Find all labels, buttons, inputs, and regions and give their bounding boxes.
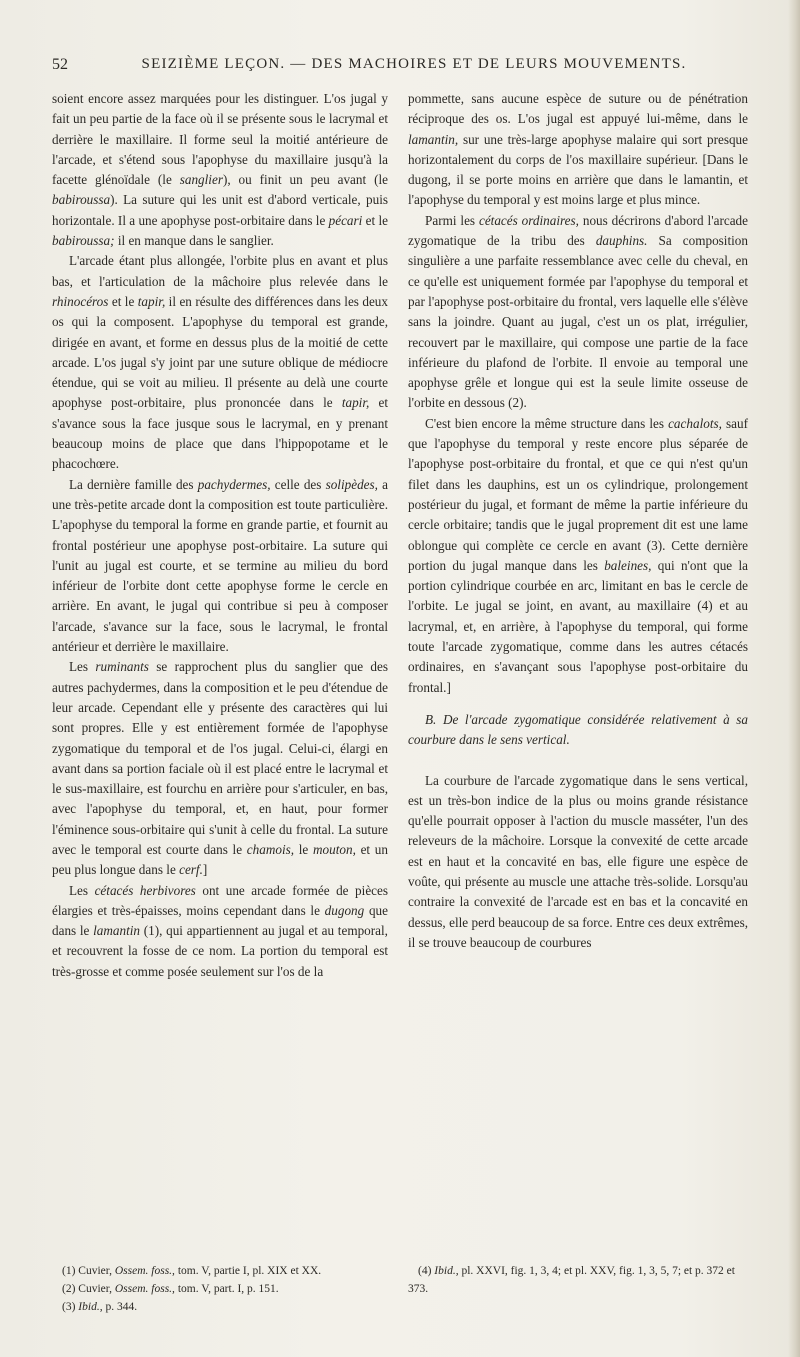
paragraph: L'arcade étant plus allongée, l'orbite plus en avant et plus bas, et l'articulation de la mâchoire plus relevée dans le rhinocéros et le tapir, il en résulte des différences dans les deux os qui la composent. L'apophyse du temporal est grande, dirigée en avant, et forme en dessus plus de la moitié de cette arcade. L'os jugal s'y joint par une suture oblique de médiocre étendue, qui se voit au milieu. Il présente au delà une courte apophyse post-orbitaire, plus prononcée dans le tapir, et s'avance sous la face jusque sous le lacrymal, en y prenant beaucoup moins de place que dans l'hippopotame et le phacochœre. xyxy=(52,253,388,472)
page-number: 52 xyxy=(52,56,68,73)
footnote: (3) Ibid., p. 344. xyxy=(62,1301,138,1313)
paragraph: La dernière famille des pachydermes, celle des solipèdes, a une très-petite arcade dont la composition est toute particulière. L'apophyse du temporal la forme en grande partie, et fournit au frontal postérieur une apophyse post-orbitaire. La suture qui l'unit au jugal est courte, et se termine au milieu du bord inférieur de l'orbite dont cette apophyse forme le cercle en arrière. En avant, le jugal qui contribue si peu à composer l'arcade, s'avance sur la face, sous le lacrymal, le frontal antérieur et derrière le maxillaire. xyxy=(52,476,388,655)
page-edge-shadow xyxy=(788,0,800,1357)
paragraph: Parmi les cétacés ordinaires, nous décrirons d'abord l'arcade zygomatique de la tribu des dauphins. Sa composition singulière a une parfaite ressemblance avec celle du cheval, en ce qu'elle est uniquement formée par l'apophyse du temporal et par l'apophyse post-orbitaire du frontal, vers laquelle elle s'élève sans la joindre. Quant au jugal, c'est un os plat, irrégulier, recouvert par le maxillaire, qui compose une partie de la face inférieure du plafond de l'orbite. Il envoie au temporal une apophyse grêle et longue qui est la seule limite osseuse de l'orbite en dessous (2). xyxy=(408,212,748,411)
footnotes-left xyxy=(52,1262,388,1316)
page-header xyxy=(52,56,736,80)
left-column xyxy=(52,89,388,982)
paragraph: pommette, sans aucune espèce de suture ou de pénétration réciproque des os. L'os jugal est appuyé lui-même, dans le lamantin, sur une très-large apophyse malaire qui sort presque horizontalement du corps de l'os maxillaire supérieur. [Dans le dugong, il se porte moins en arrière que dans le lamantin, et l'apophyse du temporal y est moins large et plus mince. xyxy=(408,91,748,208)
footnote: (4) Ibid., pl. XXVI, fig. 1, 3, 4; et pl. XXV, fig. 1, 3, 5, 7; et p. 372 et 373. xyxy=(408,1265,735,1295)
section-subheading: B. De l'arcade zygomatique considérée relativement à sa courbure dans le sens vertical. xyxy=(408,711,749,748)
paragraph: C'est bien encore la même structure dans les cachalots, sauf que l'apophyse du temporal y reste encore plus séparée de l'apophyse post-orbitaire du frontal, et que ce qui n'est qu'un filet dans les dauphins, est un os cylindrique, prolongement postérieur du jugal, et formant de même la partie inférieure du cercle orbitaire; tandis que le jugal proprement dit est une lame oblongue qui complète ce cercle en avant (3). Cette dernière portion du jugal manque dans les baleines, qui n'ont que la portion cylindrique courbée en arc, limitant en bas le cercle de l'orbite. Le jugal se joint, en avant, au maxillaire (4) et au lacrymal, et, en arrière, à l'apophyse du temporal, qui forme toute l'arcade zygomatique, comme dans les autres cétacés ordinaires, en s'avançant sous l'apophyse post-orbitaire du frontal.] xyxy=(408,415,749,695)
paragraph: Les ruminants se rapprochent plus du sanglier que des autres pachydermes, dans la composition et le peu d'étendue de leur arcade. Cependant elle y présente des caractères qui lui sont propres. Elle y est entièrement formée de l'apophyse zygomatique du temporal et de l'os jugal. Celui-ci, élargi en avant dans sa portion faciale où il est placé entre le lacrymal et le sus-maxillaire, est fourchu en arrière pour s'articuler, en bas, avec l'apophyse du temporal, et, en haut, pour former l'éminence sous-orbitaire qui s'unit à celle du frontal. La suture avec le temporal est courte dans le chamois, le mouton, et un peu plus longue dans le cerf.] xyxy=(52,659,389,878)
paragraph: La courbure de l'arcade zygomatique dans le sens vertical, est un très-bon indice de la plus ou moins grande résistance qu'elle pourrait opposer à l'action du muscle masséter, l'un des releveurs de la mâchoire. Lorsque la convexité de cette arcade est en haut et la concavité en bas, elle figure une espèce de voûte, qui présente au muscle une attache très-solide. Lorsqu'au contraire la convexité de l'arcade est en bas et la concavité en dessus, elle perd beaucoup de sa force. Entre ces deux extrêmes, il se trouve beaucoup de courbures xyxy=(408,772,748,950)
paragraph: soient encore assez marquées pour les distinguer. L'os jugal y fait un peu partie de la face où il se présente sous le lacrymal et derrière le maxillaire. Il forme seul la moitié antérieure de l'arcade, et s'étend sous l'apophyse du maxillaire jusqu'à la facette glénoïdale (le sanglier), ou finit un peu avant (le babiroussa). La suture qui les unit est d'abord verticale, puis horizontale. Il a une apophyse post-orbitaire dans le pécari et le babiroussa; il en manque dans le sanglier. xyxy=(52,91,388,249)
paragraph: Les cétacés herbivores ont une arcade formée de pièces élargies et très-épaisses, moins cependant dans le dugong que dans le lamantin (1), qui appartiennent au jugal et au temporal, et recouvrent la fosse de ce nom. La portion du temporal est très-grosse et comme posée seulement sur l'os de la xyxy=(52,882,389,979)
footnote: (1) Cuvier, Ossem. foss., tom. V, partie I, pl. XIX et XX. xyxy=(62,1265,322,1277)
right-column xyxy=(408,89,748,953)
footnote: (2) Cuvier, Ossem. foss., tom. V, part. I, p. 151. xyxy=(62,1283,279,1295)
running-head: SEIZIÈME LEÇON. — DES MACHOIRES ET DE LEURS MOUVEMENTS. xyxy=(141,56,687,72)
footnotes-right xyxy=(408,1262,748,1298)
